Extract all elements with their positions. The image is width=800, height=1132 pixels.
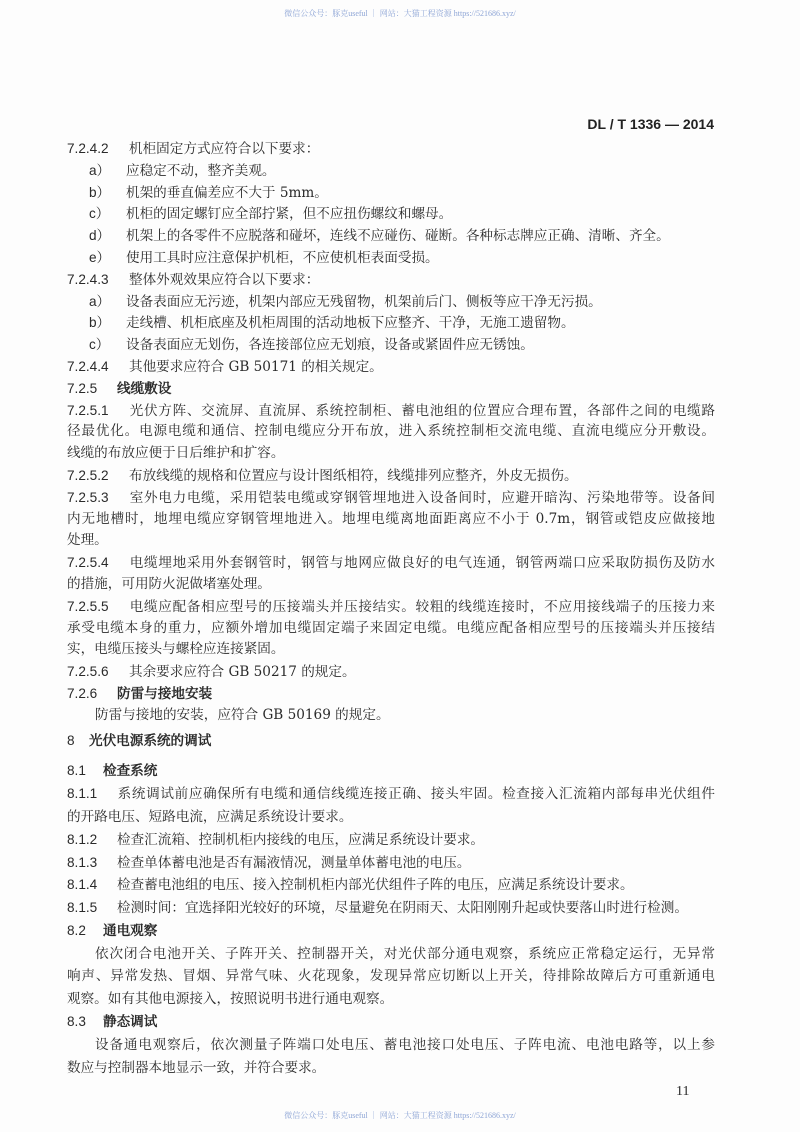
line-text: 机架的垂直偏差应不大于 5mm。 bbox=[126, 184, 328, 201]
list-item bbox=[67, 312, 715, 334]
text-line bbox=[67, 1034, 715, 1057]
text-line bbox=[67, 138, 715, 160]
clause-number: 8.1 bbox=[67, 763, 86, 779]
list-item bbox=[67, 203, 715, 225]
line-text: 承受电缆本身的重力，应额外增加电缆固定端子来固定电缆。电缆应配备相应型号的压接端头并压接结 bbox=[67, 619, 715, 636]
line-text: 检查汇流箱、控制机柜内接线的电压，应满足系统设计要求。 bbox=[117, 831, 485, 848]
line-text: 的措施，可用防火泥做堵塞处理。 bbox=[67, 575, 271, 592]
clause-number: 7.2.4.4 bbox=[67, 358, 109, 374]
line-text: 实，电缆压接头与螺栓应连接紧固。 bbox=[67, 641, 285, 658]
watermark-bottom: 微信公众号：豚克useful ｜ 网站：大猫工程资源 https://521686.xyz/ bbox=[284, 1111, 516, 1120]
clause-number: 7.2.6 bbox=[67, 685, 98, 701]
list-item bbox=[67, 247, 715, 269]
paragraph bbox=[67, 1034, 715, 1080]
line-text: 布放线缆的规格和位置应与设计图纸相符，线缆排列应整齐，外皮无损伤。 bbox=[129, 467, 578, 484]
line-text: 其余要求应符合 GB 50217 的规定。 bbox=[129, 664, 356, 681]
clause-number: 7.2.5.1 bbox=[67, 402, 109, 418]
clause-number: 8.1.3 bbox=[67, 854, 98, 870]
text-line bbox=[67, 574, 715, 596]
section-heading bbox=[67, 730, 715, 753]
text-line bbox=[67, 465, 715, 487]
clause-number: 7.2.5.6 bbox=[67, 664, 109, 680]
line-text: 设备通电观察后，依次测量子阵端口处电压、蓄电池接口处电压、子阵电流、电池电路等，以上参 bbox=[95, 1036, 715, 1053]
line-text: 应稳定不动，整齐美观。 bbox=[126, 162, 276, 179]
line-text: 数应与控制器本地显示一致，并符合要求。 bbox=[67, 1059, 326, 1076]
clause-number: 7.2.5.5 bbox=[67, 598, 109, 614]
text-line bbox=[67, 639, 715, 661]
clause bbox=[67, 356, 715, 378]
line-text: 线缆的布放应便于日后维护和扩容。 bbox=[67, 445, 285, 462]
line-text: 径最优化。电源电缆和通信、控制电缆应分开布放，进入系统控制柜交流电缆、直流电缆应分开敷设。 bbox=[67, 423, 715, 440]
clause bbox=[67, 269, 715, 291]
watermark-top: 微信公众号：豚克useful ｜ 网站：大猫工程资源 https://521686.xyz/ bbox=[284, 9, 516, 18]
clause-number: e） bbox=[89, 249, 111, 265]
clause bbox=[67, 552, 715, 596]
text-line bbox=[67, 552, 715, 574]
text-line bbox=[67, 943, 715, 966]
clause bbox=[67, 465, 715, 487]
clause-number: 8.2 bbox=[67, 922, 86, 938]
line-text: 线缆敷设 bbox=[117, 380, 172, 397]
clause bbox=[67, 852, 715, 875]
list-item bbox=[67, 182, 715, 204]
section-heading bbox=[67, 378, 715, 400]
line-text: 依次闭合电池开关、子阵开关、控制器开关，对光伏部分通电观察，系统应正常稳定运行，无异常 bbox=[95, 945, 715, 962]
line-text: 检查系统 bbox=[103, 763, 158, 780]
line-text: 使用工具时应注意保护机柜，不应使机柜表面受损。 bbox=[126, 249, 439, 266]
line-text: 内无地槽时，地埋电缆应穿钢管埋地进入。地埋电缆离地面距离应不小于 0.7m，钢管或铠皮应做接地 bbox=[67, 510, 715, 527]
text-line bbox=[67, 965, 715, 988]
text-line bbox=[89, 225, 715, 247]
clause-number: d） bbox=[89, 228, 111, 244]
text-line bbox=[67, 509, 715, 531]
text-line bbox=[67, 852, 715, 875]
text-line bbox=[67, 596, 715, 618]
line-text: 检查单体蓄电池是否有漏液情况，测量单体蓄电池的电压。 bbox=[117, 854, 471, 871]
line-text: 室外电力电缆，采用铠装电缆或穿钢管埋地进入设备间时，应避开暗沟、污染地带等。设备间 bbox=[129, 489, 715, 506]
clause bbox=[67, 596, 715, 661]
section-7-2 bbox=[67, 138, 715, 727]
clause-number: 8.1.5 bbox=[67, 900, 98, 916]
text-line bbox=[89, 160, 715, 182]
clause-number: b） bbox=[89, 184, 111, 200]
text-line bbox=[67, 783, 715, 806]
line-text: 设备表面应无污迹，机架内部应无残留物，机架前后门、侧板等应干净无污损。 bbox=[126, 293, 602, 310]
text-line bbox=[89, 291, 715, 313]
text-line bbox=[89, 182, 715, 204]
text-line bbox=[67, 1011, 715, 1034]
text-line bbox=[67, 400, 715, 422]
clause-number: 7.2.4.3 bbox=[67, 271, 109, 287]
line-text: 电缆埋地采用外套钢管时，钢管与地网应做良好的电气连通，钢管两端口应采取防损伤及防水 bbox=[129, 555, 715, 572]
clause bbox=[67, 783, 715, 829]
text-line bbox=[67, 443, 715, 465]
clause-number: 7.2.5.2 bbox=[67, 467, 109, 483]
text-line bbox=[67, 421, 715, 443]
text-line bbox=[67, 618, 715, 640]
clause-number: 7.2.5 bbox=[67, 380, 98, 396]
text-line bbox=[67, 760, 715, 783]
line-text: 光伏电源系统的调试 bbox=[89, 732, 212, 749]
text-line bbox=[67, 683, 715, 705]
text-line bbox=[67, 920, 715, 943]
clause-number: 7.2.5.4 bbox=[67, 555, 109, 571]
text-line bbox=[67, 829, 715, 852]
text-line bbox=[89, 334, 715, 356]
clause-number: 8 bbox=[67, 732, 75, 748]
text-line bbox=[67, 356, 715, 378]
clause-number: 8.1.2 bbox=[67, 831, 98, 847]
text-line bbox=[67, 487, 715, 509]
text-line bbox=[67, 730, 715, 753]
line-text: 其他要求应符合 GB 50171 的相关规定。 bbox=[129, 358, 383, 375]
standard-number-header: DL / T 1336 — 2014 bbox=[587, 116, 714, 132]
clause bbox=[67, 138, 715, 160]
line-text: 防雷与接地的安装，应符合 GB 50169 的规定。 bbox=[95, 706, 390, 723]
text-line bbox=[89, 247, 715, 269]
line-text: 设备表面应无划伤，各连接部位应无划痕，设备或紧固件应无锈蚀。 bbox=[126, 337, 534, 354]
line-text: 防雷与接地安装 bbox=[117, 685, 213, 702]
paragraph bbox=[67, 943, 715, 1011]
line-text: 机架上的各零件不应脱落和碰坏，连线不应碰伤、碰断。各种标志牌应正确、清晰、齐全。 bbox=[126, 228, 670, 245]
text-line bbox=[67, 806, 715, 829]
line-text: 走线槽、机柜底座及机柜周围的活动地板下应整齐、干净，无施工遗留物。 bbox=[126, 315, 575, 332]
clause-number: a） bbox=[89, 162, 111, 178]
text-line bbox=[67, 705, 715, 727]
clause-number: 8.3 bbox=[67, 1014, 86, 1030]
clause-number: 8.1.1 bbox=[67, 786, 98, 802]
section-8 bbox=[67, 730, 715, 1080]
line-text: 检测时间：宜选择阳光较好的环境，尽量避免在阴雨天、太阳刚刚升起或快要落山时进行检测。 bbox=[117, 900, 688, 917]
list-item bbox=[67, 334, 715, 356]
line-text: 系统调试前应确保所有电缆和通信线缆连接正确、接头牢固。检查接入汇流箱内部每串光伏组件 bbox=[117, 786, 715, 803]
text-line bbox=[67, 378, 715, 400]
clause-number: 7.2.5.3 bbox=[67, 489, 109, 505]
text-line bbox=[67, 988, 715, 1011]
line-text: 观察。如有其他电源接入，按照说明书进行通电观察。 bbox=[67, 991, 394, 1008]
section-heading bbox=[67, 760, 715, 783]
clause bbox=[67, 829, 715, 852]
clause bbox=[67, 487, 715, 552]
clause-number: 7.2.4.2 bbox=[67, 141, 109, 156]
list-item bbox=[67, 160, 715, 182]
line-text: 处理。 bbox=[67, 532, 108, 549]
text-line bbox=[67, 661, 715, 683]
text-line bbox=[67, 530, 715, 552]
clause bbox=[67, 661, 715, 683]
line-text: 光伏方阵、交流屏、直流屏、系统控制柜、蓄电池组的位置应合理布置，各部件之间的电缆路 bbox=[129, 402, 715, 419]
line-text: 静态调试 bbox=[103, 1014, 158, 1031]
text-line bbox=[89, 312, 715, 334]
section-heading bbox=[67, 683, 715, 705]
line-text: 检查蓄电池组的电压、接入控制机柜内部光伏组件子阵的电压，应满足系统设计要求。 bbox=[117, 877, 634, 894]
list-item bbox=[67, 225, 715, 247]
line-text: 电缆应配备相应型号的压接端头并压接结实。较粗的线缆连接时，不应用接线端子的压接力来 bbox=[129, 598, 715, 615]
line-text: 的开路电压、短路电流，应满足系统设计要求。 bbox=[67, 808, 353, 825]
text-line bbox=[67, 269, 715, 291]
paragraph bbox=[67, 705, 715, 727]
clause-number: b） bbox=[89, 315, 111, 331]
clause bbox=[67, 400, 715, 465]
section-heading bbox=[67, 920, 715, 943]
line-text: 通电观察 bbox=[103, 922, 158, 939]
clause-number: c） bbox=[89, 206, 110, 222]
document-body bbox=[67, 138, 715, 1079]
text-line bbox=[67, 1057, 715, 1080]
page-number: 11 bbox=[676, 1084, 690, 1099]
text-line bbox=[67, 874, 715, 897]
list-item bbox=[67, 291, 715, 313]
line-text: 整体外观效果应符合以下要求： bbox=[129, 271, 320, 288]
section-heading bbox=[67, 1011, 715, 1034]
text-line bbox=[89, 203, 715, 225]
clause-number: 8.1.4 bbox=[67, 877, 98, 893]
line-text: 响声、异常发热、冒烟、异常气味、火花现象，发现异常应切断以上开关，待排除故障后方可重新通电 bbox=[67, 968, 715, 985]
clause bbox=[67, 897, 715, 920]
clause-number: c） bbox=[89, 337, 110, 353]
clause-number: a） bbox=[89, 293, 111, 309]
text-line bbox=[67, 897, 715, 920]
line-text: 机柜固定方式应符合以下要求： bbox=[129, 141, 320, 157]
clause bbox=[67, 874, 715, 897]
line-text: 机柜的固定螺钉应全部拧紧，但不应扭伤螺纹和螺母。 bbox=[126, 206, 453, 223]
